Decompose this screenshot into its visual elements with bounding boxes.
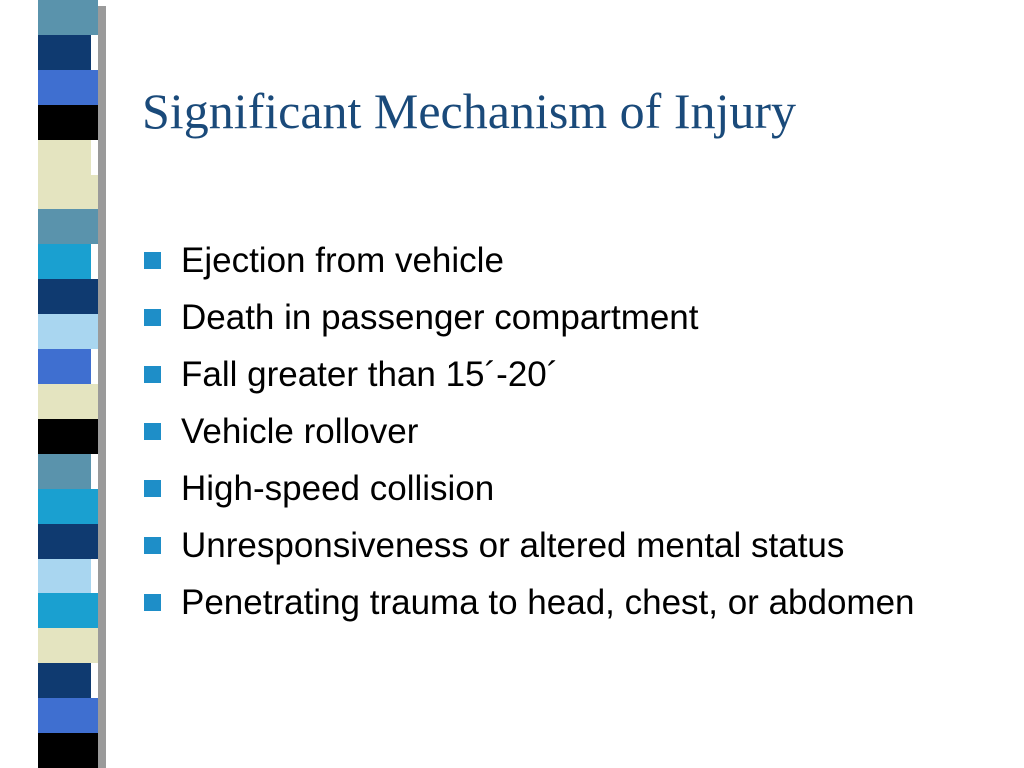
- strip-segment: [38, 663, 91, 698]
- strip-segment: [38, 733, 98, 768]
- square-bullet-icon: [144, 366, 161, 383]
- strip-segment: [38, 384, 98, 419]
- square-bullet-icon: [144, 537, 161, 554]
- strip-segment: [38, 559, 91, 594]
- bullet-item: [144, 346, 1004, 403]
- strip-segment: [38, 349, 91, 384]
- strip-segment: [38, 209, 98, 244]
- strip-segment: [38, 244, 91, 279]
- bullet-text: Death in passenger compartment: [181, 298, 699, 338]
- bullet-text: High-speed collision: [181, 469, 495, 509]
- decorative-color-strip: [38, 0, 98, 768]
- bullet-item: [144, 289, 1004, 346]
- strip-segment: [38, 314, 98, 349]
- bullet-item: [144, 460, 1004, 517]
- strip-segment: [38, 454, 91, 489]
- strip-segment: [38, 698, 98, 733]
- square-bullet-icon: [144, 423, 161, 440]
- strip-segment: [38, 105, 98, 140]
- strip-segment: [38, 279, 98, 314]
- bullet-text: Unresponsiveness or altered mental status: [181, 526, 845, 566]
- bullet-item: [144, 517, 1004, 574]
- bullet-text: Ejection from vehicle: [181, 241, 504, 280]
- bullet-text: Penetrating trauma to head, chest, or abdomen: [181, 583, 915, 623]
- strip-segment: [38, 35, 91, 70]
- strip-segment: [38, 628, 98, 663]
- square-bullet-icon: [144, 594, 161, 611]
- square-bullet-icon: [144, 252, 161, 269]
- strip-segment: [38, 593, 98, 628]
- bullet-item: [144, 232, 1004, 289]
- strip-segment: [38, 524, 98, 559]
- slide-title: Significant Mechanism of Injury: [142, 83, 797, 139]
- strip-segment: [38, 419, 98, 454]
- strip-segment: [38, 175, 98, 210]
- square-bullet-icon: [144, 480, 161, 497]
- bullet-list: [144, 232, 1004, 631]
- strip-segment: [38, 489, 98, 524]
- bullet-item: [144, 574, 1004, 631]
- bullet-text: Fall greater than 15´-20´: [181, 355, 559, 395]
- bullet-text: Vehicle rollover: [181, 412, 419, 452]
- strip-segment: [38, 70, 98, 105]
- strip-segment: [38, 0, 98, 35]
- square-bullet-icon: [144, 309, 161, 326]
- bullet-item: [144, 403, 1004, 460]
- strip-segment: [38, 140, 91, 175]
